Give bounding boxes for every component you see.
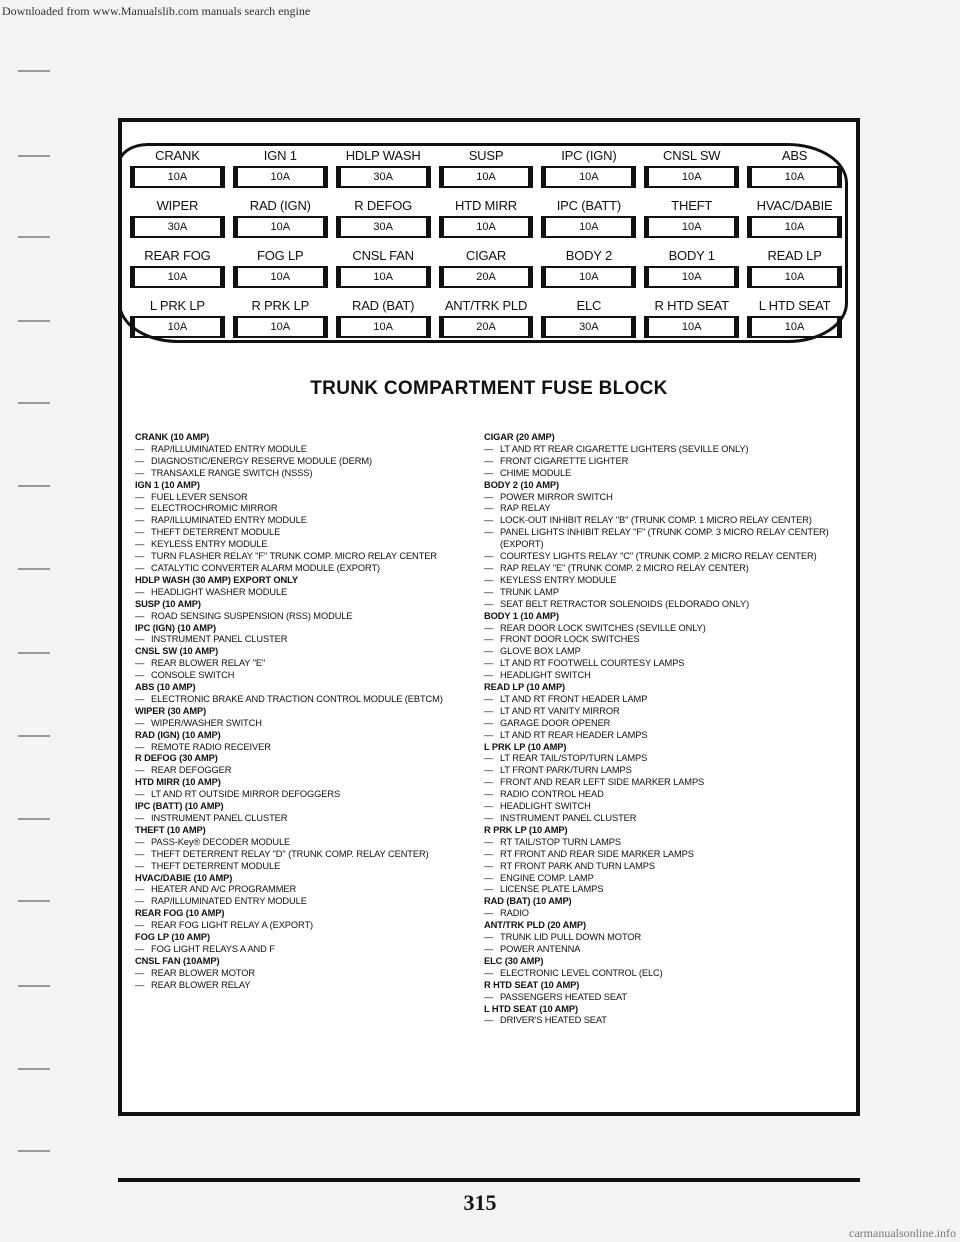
fuse-rating: 10A xyxy=(233,216,328,238)
fuse-rating: 10A xyxy=(439,166,534,188)
fuse-cell xyxy=(126,248,229,288)
fuse-cell xyxy=(743,148,846,188)
fuse-rating: 10A xyxy=(130,166,225,188)
fuse-label: ANT/TRK PLD xyxy=(444,298,528,313)
circuit-item: — TURN FLASHER RELAY "F" TRUNK COMP. MICRO RELAY CENTER xyxy=(135,551,490,563)
fuse-heading: CIGAR (20 AMP) xyxy=(484,432,555,442)
circuit-item: — THEFT DETERRENT MODULE xyxy=(135,861,490,873)
circuit-item: — TRUNK LID PULL DOWN MOTOR xyxy=(484,932,839,944)
fuse-rating: 10A xyxy=(233,266,328,288)
fuse-cell xyxy=(743,198,846,238)
fuse-cell xyxy=(332,298,435,338)
fuse-rating: 10A xyxy=(130,266,225,288)
header-note: Downloaded from www.Manualslib.com manuals search engine xyxy=(2,4,311,18)
fuse-rating: 20A xyxy=(439,316,534,338)
fuse-heading: BODY 1 (10 AMP) xyxy=(484,610,559,621)
fuse-grid xyxy=(126,148,846,338)
circuit-item: — DIAGNOSTIC/ENERGY RESERVE MODULE (DERM) xyxy=(135,456,490,468)
circuit-item: — RAP/ILLUMINATED ENTRY MODULE xyxy=(135,896,490,908)
fuse-heading: CRANK (10 AMP) xyxy=(135,432,210,442)
fuse-cell xyxy=(640,198,743,238)
page-title: TRUNK COMPARTMENT FUSE BLOCK xyxy=(310,378,668,399)
fuse-list-left xyxy=(135,432,490,992)
circuit-item: — DRIVER'S HEATED SEAT xyxy=(484,1015,839,1027)
circuit-item: — RAP RELAY xyxy=(484,503,839,515)
fuse-list-right xyxy=(484,432,839,1027)
circuit-item: — GARAGE DOOR OPENER xyxy=(484,718,839,730)
fuse-rating: 10A xyxy=(644,316,739,338)
fuse-cell xyxy=(537,198,640,238)
fuse-rating: 10A xyxy=(130,316,225,338)
fuse-heading: THEFT (10 AMP) xyxy=(135,824,206,835)
fuse-label: R PRK LP xyxy=(251,298,310,313)
circuit-item: — LT FRONT PARK/TURN LAMPS xyxy=(484,765,839,777)
circuit-item: — FRONT DOOR LOCK SWITCHES xyxy=(484,634,839,646)
circuit-item: — RAP/ILLUMINATED ENTRY MODULE xyxy=(135,515,490,527)
circuit-item: — RADIO xyxy=(484,908,839,920)
fuse-cell xyxy=(332,148,435,188)
circuit-item: — LICENSE PLATE LAMPS xyxy=(484,884,839,896)
circuit-item: — POWER ANTENNA xyxy=(484,944,839,956)
fuse-label: HTD MIRR xyxy=(455,198,517,213)
fuse-label: ELC xyxy=(576,298,602,313)
circuit-item: — WIPER/WASHER SWITCH xyxy=(135,718,490,730)
circuit-item: — RT FRONT AND REAR SIDE MARKER LAMPS xyxy=(484,849,839,861)
circuit-item: — FRONT AND REAR LEFT SIDE MARKER LAMPS xyxy=(484,777,839,789)
circuit-item: — LT AND RT VANITY MIRROR xyxy=(484,706,839,718)
fuse-rating: 10A xyxy=(233,166,328,188)
fuse-cell xyxy=(332,248,435,288)
fuse-cell xyxy=(229,298,332,338)
fuse-label: L HTD SEAT xyxy=(758,298,831,313)
fuse-label: FOG LP xyxy=(257,248,304,263)
fuse-label: BODY 1 xyxy=(668,248,715,263)
circuit-item: — RAP/ILLUMINATED ENTRY MODULE xyxy=(135,444,490,456)
circuit-item: — INSTRUMENT PANEL CLUSTER xyxy=(135,634,490,646)
fuse-heading: RAD (BAT) (10 AMP) xyxy=(484,896,572,907)
fuse-rating: 10A xyxy=(747,216,842,238)
circuit-item: — FRONT CIGARETTE LIGHTER xyxy=(484,456,839,468)
circuit-item: — LT REAR TAIL/STOP/TURN LAMPS xyxy=(484,753,839,765)
fuse-cell xyxy=(743,248,846,288)
fuse-heading: ABS (10 AMP) xyxy=(135,682,196,693)
fuse-heading: FOG LP (10 AMP) xyxy=(135,932,210,943)
fuse-label: HVAC/DABIE xyxy=(756,198,833,213)
fuse-label: IGN 1 xyxy=(263,148,297,163)
fuse-cell xyxy=(537,148,640,188)
circuit-item: — RADIO CONTROL HEAD xyxy=(484,789,839,801)
circuit-item: — RAP RELAY "E" (TRUNK COMP. 2 MICRO RELAY CENTER) xyxy=(484,563,839,575)
fuse-cell xyxy=(537,248,640,288)
circuit-item: — HEADLIGHT WASHER MODULE xyxy=(135,587,490,599)
page-number: 315 xyxy=(463,1190,497,1215)
circuit-item: — PASSENGERS HEATED SEAT xyxy=(484,992,839,1004)
circuit-item: — KEYLESS ENTRY MODULE xyxy=(484,575,839,587)
circuit-item: — REAR FOG LIGHT RELAY A (EXPORT) xyxy=(135,920,490,932)
circuit-item: — LOCK-OUT INHIBIT RELAY "B" (TRUNK COMP. 1 MICRO RELAY CENTER) xyxy=(484,515,839,527)
fuse-label: R HTD SEAT xyxy=(654,298,729,313)
circuit-item: — LT AND RT REAR CIGARETTE LIGHTERS (SEVILLE ONLY) xyxy=(484,444,839,456)
fuse-cell xyxy=(126,298,229,338)
fuse-rating: 10A xyxy=(644,266,739,288)
fuse-rating: 10A xyxy=(336,266,431,288)
fuse-cell xyxy=(640,248,743,288)
circuit-item: — THEFT DETERRENT MODULE xyxy=(135,527,490,539)
circuit-item: — PANEL LIGHTS INHIBIT RELAY "F" (TRUNK COMP. 3 MICRO RELAY CENTER) (EXPORT) xyxy=(484,527,839,551)
circuit-item: — TRUNK LAMP xyxy=(484,587,839,599)
circuit-item: — POWER MIRROR SWITCH xyxy=(484,492,839,504)
fuse-cell xyxy=(435,298,538,338)
circuit-item: — HEADLIGHT SWITCH xyxy=(484,801,839,813)
fuse-rating: 10A xyxy=(439,216,534,238)
fuse-rating: 10A xyxy=(541,216,636,238)
fuse-label: BODY 2 xyxy=(565,248,612,263)
circuit-item: — GLOVE BOX LAMP xyxy=(484,646,839,658)
fuse-heading: REAR FOG (10 AMP) xyxy=(135,908,225,919)
fuse-rating: 10A xyxy=(541,166,636,188)
fuse-heading: CNSL SW (10 AMP) xyxy=(135,646,219,657)
fuse-cell xyxy=(640,298,743,338)
fuse-label: REAR FOG xyxy=(144,248,211,263)
fuse-rating: 20A xyxy=(439,266,534,288)
circuit-item: — ELECTRONIC BRAKE AND TRACTION CONTROL MODULE (EBTCM) xyxy=(135,694,490,706)
circuit-item: — ELECTRONIC LEVEL CONTROL (ELC) xyxy=(484,968,839,980)
fuse-label: IPC (BATT) xyxy=(556,198,621,213)
fuse-cell xyxy=(435,248,538,288)
fuse-rating: 30A xyxy=(336,216,431,238)
circuit-item: — LT AND RT FOOTWELL COURTESY LAMPS xyxy=(484,658,839,670)
fuse-label: SUSP xyxy=(468,148,504,163)
fuse-label: READ LP xyxy=(767,248,822,263)
fuse-rating: 30A xyxy=(336,166,431,188)
fuse-heading: R DEFOG (30 AMP) xyxy=(135,753,218,764)
fuse-heading: CNSL FAN (10AMP) xyxy=(135,955,220,966)
fuse-cell xyxy=(435,148,538,188)
circuit-item: — HEADLIGHT SWITCH xyxy=(484,670,839,682)
fuse-label: R DEFOG xyxy=(354,198,413,213)
fuse-cell xyxy=(126,148,229,188)
fuse-rating: 10A xyxy=(644,216,739,238)
fuse-heading: IPC (IGN) (10 AMP) xyxy=(135,622,217,633)
circuit-item: — RT FRONT PARK AND TURN LAMPS xyxy=(484,861,839,873)
fuse-cell xyxy=(640,148,743,188)
fuse-label: RAD (IGN) xyxy=(249,198,311,213)
circuit-item: — LT AND RT FRONT HEADER LAMP xyxy=(484,694,839,706)
fuse-label: CNSL SW xyxy=(663,148,721,163)
fuse-heading: R HTD SEAT (10 AMP) xyxy=(484,979,580,990)
circuit-item: — CATALYTIC CONVERTER ALARM MODULE (EXPORT) xyxy=(135,563,490,575)
fuse-heading: ANT/TRK PLD (20 AMP) xyxy=(484,920,586,931)
fuse-label: IPC (IGN) xyxy=(561,148,617,163)
fuse-cell xyxy=(229,248,332,288)
circuit-item: — REAR BLOWER MOTOR xyxy=(135,968,490,980)
fuse-label: CIGAR xyxy=(465,248,507,263)
fuse-cell xyxy=(435,198,538,238)
fuse-label: CRANK xyxy=(155,148,200,163)
footer-note: carmanualsonline.info xyxy=(849,1226,956,1240)
fuse-label: CNSL FAN xyxy=(352,248,414,263)
fuse-heading: L PRK LP (10 AMP) xyxy=(484,741,567,752)
circuit-item: — LT AND RT OUTSIDE MIRROR DEFOGGERS xyxy=(135,789,490,801)
fuse-heading: BODY 2 (10 AMP) xyxy=(484,479,559,490)
fuse-label: ABS xyxy=(781,148,808,163)
circuit-item: — REAR BLOWER RELAY xyxy=(135,980,490,992)
circuit-item: — CONSOLE SWITCH xyxy=(135,670,490,682)
fuse-cell xyxy=(332,198,435,238)
fuse-heading: READ LP (10 AMP) xyxy=(484,682,566,693)
fuse-cell xyxy=(229,198,332,238)
circuit-item: — PASS-Key® DECODER MODULE xyxy=(135,837,490,849)
fuse-label: HDLP WASH xyxy=(345,148,421,163)
circuit-item: — FOG LIGHT RELAYS A AND F xyxy=(135,944,490,956)
circuit-item: — ENGINE COMP. LAMP xyxy=(484,873,839,885)
fuse-heading: L HTD SEAT (10 AMP) xyxy=(484,1003,579,1014)
fuse-heading: R PRK LP (10 AMP) xyxy=(484,824,568,835)
circuit-item: — INSTRUMENT PANEL CLUSTER xyxy=(135,813,490,825)
circuit-item: — LT AND RT REAR HEADER LAMPS xyxy=(484,730,839,742)
fuse-cell xyxy=(126,198,229,238)
circuit-item: — ELECTROCHROMIC MIRROR xyxy=(135,503,490,515)
fuse-rating: 30A xyxy=(541,316,636,338)
fuse-label: RAD (BAT) xyxy=(352,298,415,313)
fuse-label: THEFT xyxy=(671,198,713,213)
circuit-item: — ROAD SENSING SUSPENSION (RSS) MODULE xyxy=(135,611,490,623)
circuit-item: — SEAT BELT RETRACTOR SOLENOIDS (ELDORADO ONLY) xyxy=(484,599,839,611)
fuse-heading: IPC (BATT) (10 AMP) xyxy=(135,801,224,812)
fuse-rating: 10A xyxy=(747,266,842,288)
circuit-item: — REAR DOOR LOCK SWITCHES (SEVILLE ONLY) xyxy=(484,623,839,635)
fuse-heading: SUSP (10 AMP) xyxy=(135,598,201,609)
fuse-label: WIPER xyxy=(156,198,199,213)
bottom-rule xyxy=(118,1178,860,1182)
circuit-item: — TRANSAXLE RANGE SWITCH (NSSS) xyxy=(135,468,490,480)
fuse-cell xyxy=(229,148,332,188)
circuit-item: — HEATER AND A/C PROGRAMMER xyxy=(135,884,490,896)
circuit-item: — KEYLESS ENTRY MODULE xyxy=(135,539,490,551)
fuse-heading: HVAC/DABIE (10 AMP) xyxy=(135,872,233,883)
fuse-rating: 10A xyxy=(747,316,842,338)
circuit-item: — REAR DEFOGGER xyxy=(135,765,490,777)
fuse-cell xyxy=(537,298,640,338)
fuse-cell xyxy=(743,298,846,338)
fuse-heading: WIPER (30 AMP) xyxy=(135,705,207,716)
fuse-rating: 10A xyxy=(336,316,431,338)
fuse-heading: IGN 1 (10 AMP) xyxy=(135,479,200,490)
fuse-rating: 10A xyxy=(644,166,739,188)
fuse-rating: 30A xyxy=(130,216,225,238)
fuse-rating: 10A xyxy=(233,316,328,338)
circuit-item: — INSTRUMENT PANEL CLUSTER xyxy=(484,813,839,825)
fuse-heading: ELC (30 AMP) xyxy=(484,955,544,966)
circuit-item: — COURTESY LIGHTS RELAY "C" (TRUNK COMP. 2 MICRO RELAY CENTER) xyxy=(484,551,839,563)
circuit-item: — CHIME MODULE xyxy=(484,468,839,480)
fuse-label: L PRK LP xyxy=(149,298,205,313)
circuit-item: — RT TAIL/STOP TURN LAMPS xyxy=(484,837,839,849)
circuit-item: — THEFT DETERRENT RELAY "D" (TRUNK COMP. RELAY CENTER) xyxy=(135,849,490,861)
fuse-rating: 10A xyxy=(747,166,842,188)
margin-ticks xyxy=(0,0,60,1242)
fuse-heading: RAD (IGN) (10 AMP) xyxy=(135,729,221,740)
fuse-heading: HTD MIRR (10 AMP) xyxy=(135,777,221,788)
fuse-rating: 10A xyxy=(541,266,636,288)
fuse-heading: HDLP WASH (30 AMP) EXPORT ONLY xyxy=(135,574,298,585)
circuit-item: — REAR BLOWER RELAY "E" xyxy=(135,658,490,670)
circuit-item: — REMOTE RADIO RECEIVER xyxy=(135,742,490,754)
circuit-item: — FUEL LEVER SENSOR xyxy=(135,492,490,504)
